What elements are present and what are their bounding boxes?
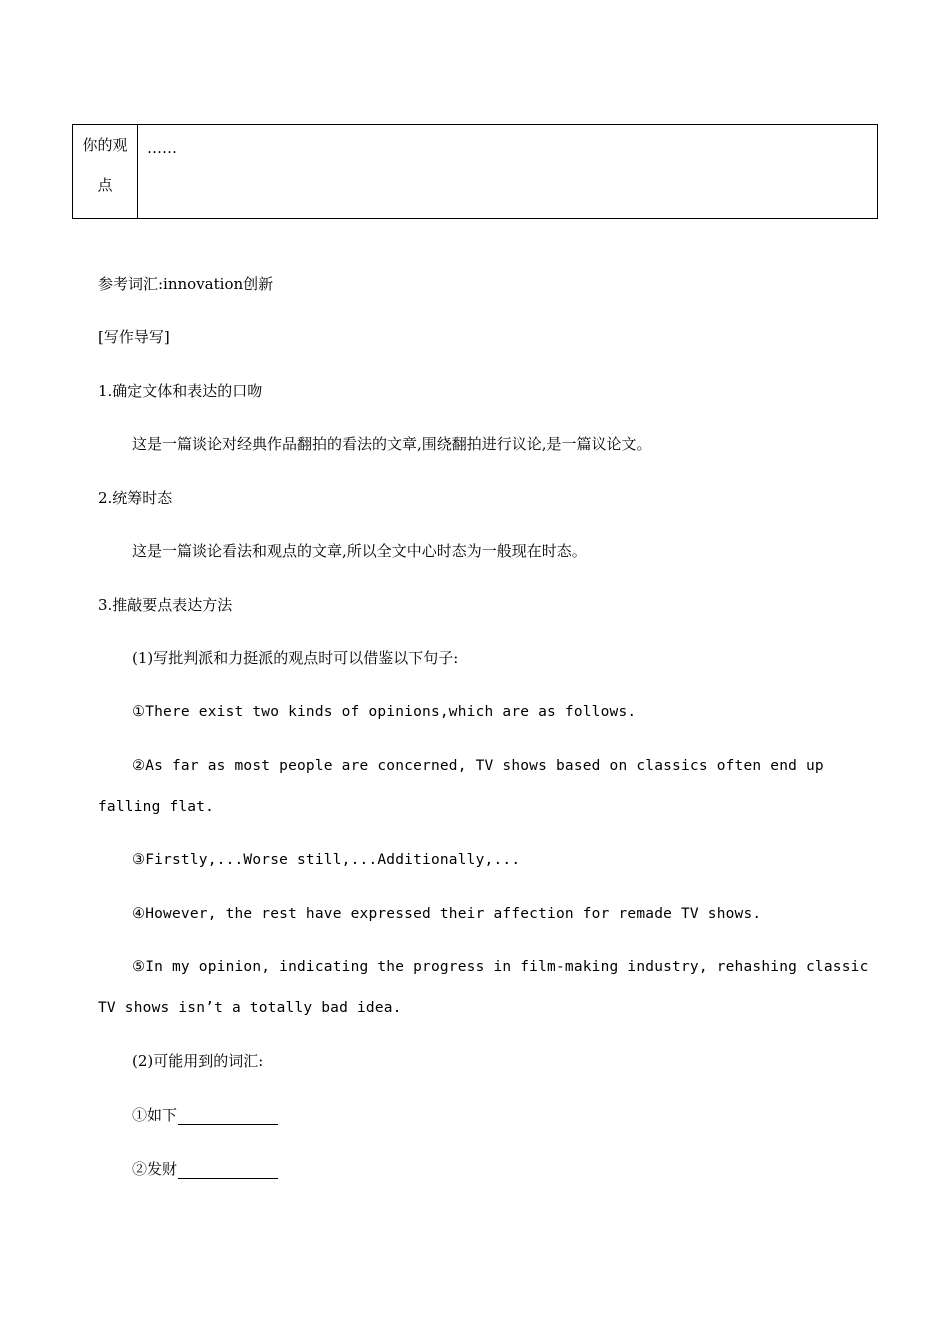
opinion-table [72,124,878,219]
vocab-item-2 [132,1159,278,1179]
example-sentence-3: ③Firstly,...Worse still,...Additionally,... [132,852,521,868]
example-sentence-2: ②As far as most people are concerned, TV shows based on classics often end up [132,758,824,774]
section-heading-1: 1.确定文体和表达的口吻 [98,382,263,400]
section-body-2: 这是一篇谈论看法和观点的文章,所以全文中心时态为一般现在时态。 [132,542,587,560]
opinion-label-line2: 点 [97,176,113,194]
vocab-item-2-label: 发财 [147,1160,178,1178]
vocab-item-1-blank[interactable] [178,1107,278,1125]
vocab-item-1-label: 如下 [147,1106,178,1124]
example-sentence-5-cont: TV shows isn’t a totally bad idea. [98,1000,402,1016]
guide-heading: [写作导写] [98,328,170,346]
vocab-item-2-marker: ② [132,1160,148,1178]
vocab-reference: 参考词汇:innovation创新 [98,275,274,293]
subsection-2-title: (2)可能用到的词汇: [132,1052,264,1070]
example-sentence-2-cont: falling flat. [98,799,215,815]
example-sentence-4: ④However, the rest have expressed their affection for remade TV shows. [132,906,762,922]
vocab-item-1 [132,1105,278,1125]
opinion-label-line1: 你的观 [82,136,128,154]
vocab-item-1-marker: ① [132,1106,148,1124]
example-sentence-5: ⑤In my opinion, indicating the progress in film-making industry, rehashing classic [132,959,869,975]
opinion-content: …… [147,139,177,157]
example-sentence-1: ①There exist two kinds of opinions,which are as follows. [132,704,637,720]
vocab-item-2-blank[interactable] [178,1161,278,1179]
opinion-label-cell [73,125,138,219]
subsection-1-title: (1)写批判派和力挺派的观点时可以借鉴以下句子: [132,649,459,667]
section-heading-2: 2.统筹时态 [98,489,173,507]
section-heading-3: 3.推敲要点表达方法 [98,596,233,614]
section-body-1: 这是一篇谈论对经典作品翻拍的看法的文章,围绕翻拍进行议论,是一篇议论文。 [132,435,652,453]
opinion-content-cell [138,125,878,219]
